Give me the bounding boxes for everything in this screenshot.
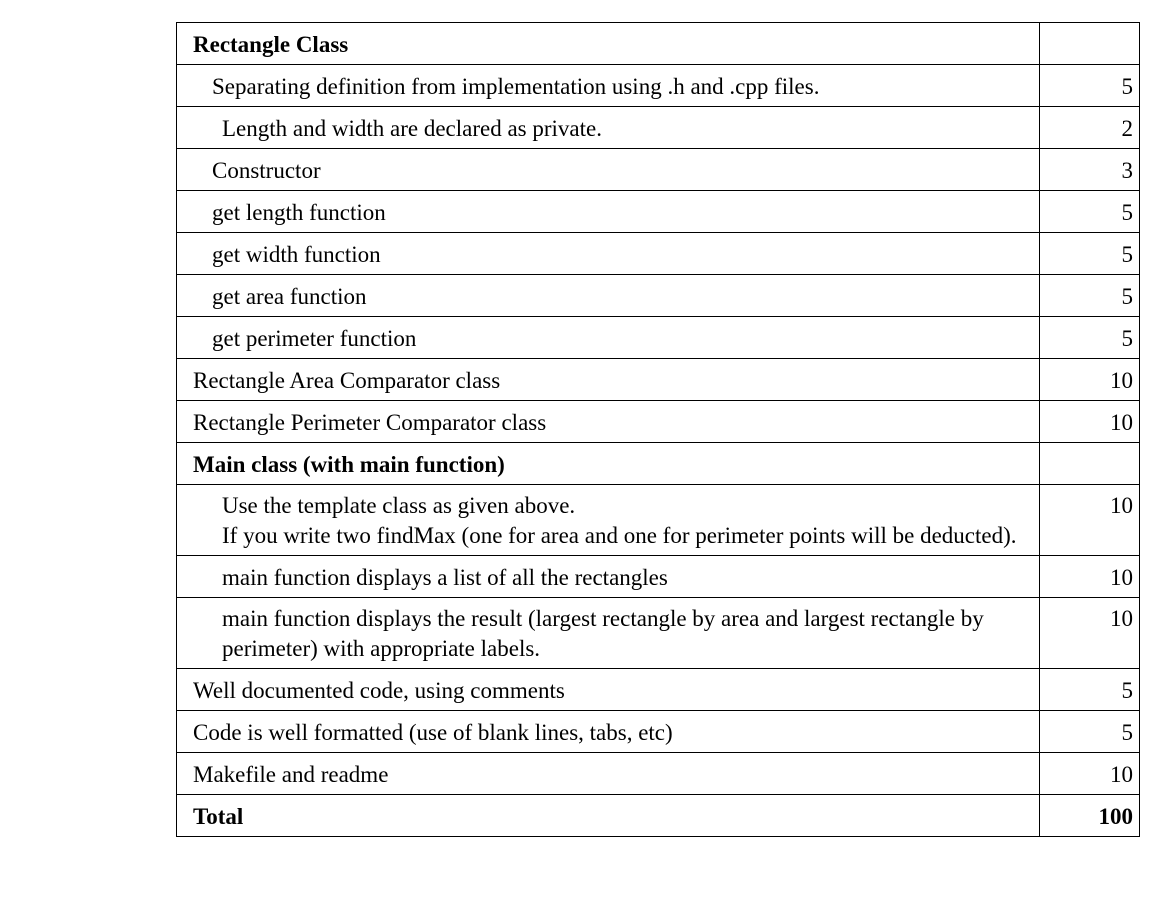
points-cell [1040,23,1140,65]
criterion-text: Separating definition from implementation using .h and .cpp files. [177,65,1040,107]
table-row [177,556,1140,598]
points-cell [1040,401,1140,443]
grading-rubric-table [176,22,1140,837]
table-row [177,753,1140,795]
points-cell [1040,65,1140,107]
points-value: 2 [1121,116,1133,141]
criterion-cell [177,598,1040,669]
points-value: 3 [1121,158,1133,183]
points-value: 5 [1121,200,1133,225]
points-cell [1040,233,1140,275]
points-cell [1040,107,1140,149]
points-cell [1040,669,1140,711]
points-value: 5 [1121,720,1133,745]
points-value: 5 [1121,284,1133,309]
table-row [177,191,1140,233]
criterion-text: Use the template class as given above. If you write two findMax (one for area and one for perimeter points will be deducted). [222,493,1017,548]
table-row [177,275,1140,317]
table-row [177,598,1140,669]
points-cell [1040,598,1140,669]
table-row [177,65,1140,107]
table-row [177,669,1140,711]
points-cell [1040,275,1140,317]
points-value: 5 [1121,678,1133,703]
section-heading-rectangle-class: Rectangle Class [177,23,1040,65]
criterion-text: get length function [177,191,1040,233]
section-heading-main-class: Main class (with main function) [177,443,1040,485]
points-cell [1040,317,1140,359]
criterion-text: Rectangle Area Comparator class [177,359,1040,401]
total-label: Total [177,795,1040,837]
criterion-text: Rectangle Perimeter Comparator class [177,401,1040,443]
table-row [177,317,1140,359]
points-value: 10 [1110,410,1133,435]
points-cell [1040,485,1140,556]
criterion-text: Well documented code, using comments [177,669,1040,711]
criterion-text: Makefile and readme [177,753,1040,795]
points-cell [1040,359,1140,401]
table-row [177,149,1140,191]
points-cell [1040,149,1140,191]
criterion-cell [177,485,1040,556]
table-row [177,23,1140,65]
criterion-text: get perimeter function [177,317,1040,359]
criterion-text: Code is well formatted (use of blank lines, tabs, etc) [177,711,1040,753]
points-cell [1040,191,1140,233]
criterion-text: main function displays the result (largest rectangle by area and largest rectangle by perimeter) with appropriate labels. [222,606,984,661]
points-value: 10 [1110,606,1133,631]
table-row [177,401,1140,443]
points-value: 5 [1121,74,1133,99]
criterion-text: main function displays a list of all the rectangles [177,556,1040,598]
points-value: 5 [1121,242,1133,267]
criterion-text: Constructor [177,149,1040,191]
criterion-text: get area function [177,275,1040,317]
points-cell [1040,753,1140,795]
points-cell [1040,711,1140,753]
points-cell [1040,556,1140,598]
points-cell [1040,443,1140,485]
table-row [177,233,1140,275]
points-value: 10 [1110,565,1133,590]
points-value: 5 [1121,326,1133,351]
table-row [177,359,1140,401]
total-points-value: 100 [1098,804,1133,829]
criterion-text: Length and width are declared as private. [177,107,1040,149]
criterion-text: get width function [177,233,1040,275]
table-row [177,711,1140,753]
points-value: 10 [1110,762,1133,787]
table-row [177,443,1140,485]
points-value: 10 [1110,493,1133,518]
table-row [177,485,1140,556]
points-value: 10 [1110,368,1133,393]
table-row [177,107,1140,149]
points-cell [1040,795,1140,837]
table-row-total [177,795,1140,837]
